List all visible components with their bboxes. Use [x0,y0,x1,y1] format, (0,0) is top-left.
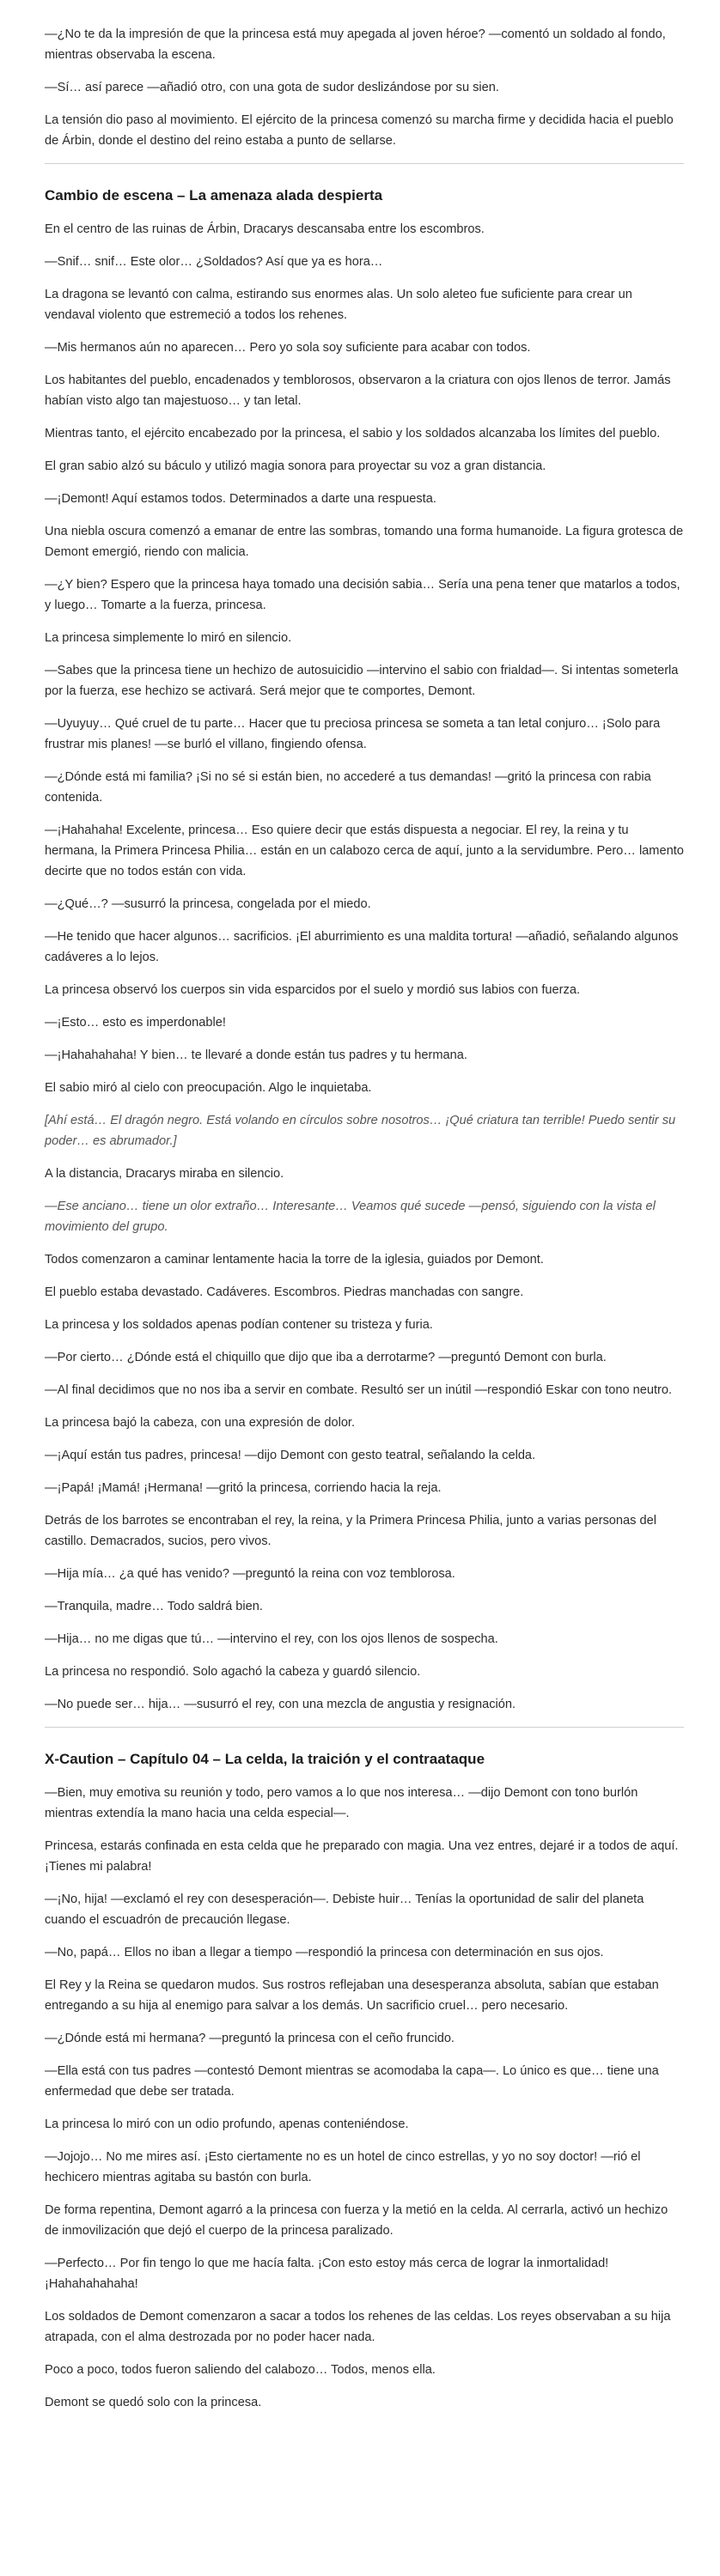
paragraph: La dragona se levantó con calma, estirando sus enormes alas. Un solo aleteo fue suficiente para crear un vendaval violento que estremeció a todos los rehenes. [45,288,632,322]
section-heading: Cambio de escena – La amenaza alada despierta [45,187,383,204]
paragraph: El Rey y la Reina se quedaron mudos. Sus rostros reflejaban una desesperanza absoluta, sabían que estaban entregando a su hija al enemigo para salvar a los demás. Un sacrificio cruel… pero necesario. [45,1978,659,2013]
paragraph: La princesa simplemente lo miró en silencio. [45,631,292,645]
section-heading: X-Caution – Capítulo 04 – La celda, la traición y el contraataque [45,1751,485,1767]
paragraph: —¿No te da la impresión de que la princesa está muy apegada al joven héroe? —comentó un soldado al fondo, mientras observaba la escena. [45,27,666,62]
paragraph: Princesa, estarás confinada en esta celda que he preparado con magia. Una vez entres, dejaré ir a todos de aquí. ¡Tienes mi palabra! [45,1839,679,1874]
paragraph: —¡Hahahahaha! Y bien… te llevaré a donde están tus padres y tu hermana. [45,1048,467,1062]
paragraph: —Snif… snif… Este olor… ¿Soldados? Así que ya es hora… [45,255,383,269]
paragraph: —¿Y bien? Espero que la princesa haya tomado una decisión sabia… Sería una pena tener que matarlos a todos, y luego… Tomarte a la fuerza, princesa. [45,578,680,612]
paragraph: —Sí… así parece —añadió otro, con una gota de sudor deslizándose por su sien. [45,81,499,94]
paragraph: El pueblo estaba devastado. Cadáveres. Escombros. Piedras manchadas con sangre. [45,1285,524,1299]
paragraph: —¿Dónde está mi familia? ¡Si no sé si están bien, no accederé a tus demandas! —gritó la princesa con rabia contenida. [45,770,651,805]
italic-paragraph: [Ahí está… El dragón negro. Está volando en círculos sobre nosotros… ¡Qué criatura tan terrible! Puedo sentir su poder… es abrumador.] [45,1114,676,1148]
paragraph: —Al final decidimos que no nos iba a servir en combate. Resultó ser un inútil —respondió Eskar con tono neutro. [45,1383,673,1397]
paragraph: La tensión dio paso al movimiento. El ejército de la princesa comenzó su marcha firme y decidida hacia el pueblo de Árbin, donde el destino del reino estaba a punto de sellarse. [45,113,674,148]
paragraph: —¡Papá! ¡Mamá! ¡Hermana! —gritó la princesa, corriendo hacia la reja. [45,1481,442,1495]
paragraph: El sabio miró al cielo con preocupación. Algo le inquietaba. [45,1081,372,1095]
paragraph: Los habitantes del pueblo, encadenados y temblorosos, observaron a la criatura con ojos llenos de terror. Jamás habían visto algo tan majestuoso… y tan letal. [45,374,671,408]
paragraph: —¡Hahahaha! Excelente, princesa… Eso quiere decir que estás dispuesta a negociar. El rey, la reina y tu hermana, la Primera Princesa Philia… están en un calabozo cerca de aquí, junto a la servidumbre. Pero… lamento decirte que no todos están con vida. [45,823,684,878]
paragraph: Los soldados de Demont comenzaron a sacar a todos los rehenes de las celdas. Los reyes observaban a su hija atrapada, con el alma destrozada por no poder hacer nada. [45,2310,671,2344]
paragraph: —Jojojo… No me mires así. ¡Esto ciertamente no es un hotel de cinco estrellas, y yo no soy doctor! —rió el hechicero mientras agitaba su bastón con burla. [45,2150,641,2184]
paragraph: La princesa observó los cuerpos sin vida esparcidos por el suelo y mordió sus labios con fuerza. [45,983,580,997]
paragraph: En el centro de las ruinas de Árbin, Dracarys descansaba entre los escombros. [45,222,485,236]
paragraph: —¿Qué…? —susurró la princesa, congelada por el miedo. [45,897,371,911]
paragraph: Detrás de los barrotes se encontraban el rey, la reina, y la Primera Princesa Philia, junto a varias personas del castillo. Demacrados, sucios, pero vivos. [45,1514,656,1548]
paragraph: La princesa bajó la cabeza, con una expresión de dolor. [45,1416,356,1430]
paragraph: —No puede ser… hija… —susurró el rey, con una mezcla de angustia y resignación. [45,1698,516,1711]
paragraph: A la distancia, Dracarys miraba en silencio. [45,1167,284,1181]
paragraph: —¿Dónde está mi hermana? —preguntó la princesa con el ceño fruncido. [45,2032,455,2045]
paragraph: —¡No, hija! —exclamó el rey con desesperación—. Debiste huir… Tenías la oportunidad de salir del planeta cuando el escuadrón de precaución llegase. [45,1893,644,1927]
paragraph: Mientras tanto, el ejército encabezado por la princesa, el sabio y los soldados alcanzaba los límites del pueblo. [45,427,661,440]
paragraph: —¡Esto… esto es imperdonable! [45,1016,226,1030]
paragraph: La princesa lo miró con un odio profundo, apenas conteniéndose. [45,2117,409,2131]
paragraph: —Tranquila, madre… Todo saldrá bien. [45,1600,263,1613]
paragraph: —No, papá… Ellos no iban a llegar a tiempo —respondió la princesa con determinación en sus ojos. [45,1946,604,1959]
paragraph: La princesa no respondió. Solo agachó la cabeza y guardó silencio. [45,1665,421,1679]
paragraph: —Hija… no me digas que tú… —intervino el rey, con los ojos llenos de sospecha. [45,1632,498,1646]
paragraph: —¡Demont! Aquí estamos todos. Determinados a darte una respuesta. [45,492,436,506]
paragraph: —Ella está con tus padres —contestó Demont mientras se acomodaba la capa—. Lo único es que… tiene una enfermedad que debe ser tratada. [45,2064,659,2099]
paragraph: La princesa y los soldados apenas podían contener su tristeza y furia. [45,1318,433,1332]
paragraph: Todos comenzaron a caminar lentamente hacia la torre de la iglesia, guiados por Demont. [45,1253,544,1267]
paragraph: —Bien, muy emotiva su reunión y todo, pero vamos a lo que nos interesa… —dijo Demont con tono burlón mientras extendía la mano hacia una celda especial—. [45,1786,638,1820]
paragraph: Demont se quedó solo con la princesa. [45,2396,262,2409]
paragraph: El gran sabio alzó su báculo y utilizó magia sonora para proyectar su voz a gran distancia. [45,459,546,473]
paragraph: —Mis hermanos aún no aparecen… Pero yo sola soy suficiente para acabar con todos. [45,341,531,355]
paragraph: —Por cierto… ¿Dónde está el chiquillo que dijo que iba a derrotarme? —preguntó Demont con burla. [45,1351,607,1364]
paragraph: De forma repentina, Demont agarró a la princesa con fuerza y la metió en la celda. Al cerrarla, activó un hechizo de inmovilización que dejó el cuerpo de la princesa paralizado. [45,2203,668,2238]
paragraph: —Perfecto… Por fin tengo lo que me hacía falta. ¡Con esto estoy más cerca de lograr la inmortalidad! ¡Hahahahahaha! [45,2257,609,2291]
section-divider [45,1727,684,1728]
paragraph: —Uyuyuy… Qué cruel de tu parte… Hacer que tu preciosa princesa se someta a tan letal conjuro… ¡Solo para frustrar mis planes! —se burló el villano, fingiendo ofensa. [45,717,661,751]
paragraph: —¡Aquí están tus padres, princesa! —dijo Demont con gesto teatral, señalando la celda. [45,1449,536,1462]
paragraph: —Hija mía… ¿a qué has venido? —preguntó la reina con voz temblorosa. [45,1567,455,1581]
paragraph: Poco a poco, todos fueron saliendo del calabozo… Todos, menos ella. [45,2363,436,2377]
paragraph: —Sabes que la princesa tiene un hechizo de autosuicidio —intervino el sabio con frialdad—. Si intentas someterla por la fuerza, ese hechizo se activará. Será mejor que te comportes, Demont. [45,664,679,698]
paragraph: Una niebla oscura comenzó a emanar de entre las sombras, tomando una forma humanoide. La figura grotesca de Demont emergió, riendo con malicia. [45,525,684,559]
italic-paragraph: —Ese anciano… tiene un olor extraño… Interesante… Veamos qué sucede —pensó, siguiendo con la vista el movimiento del grupo. [45,1200,656,1234]
section-divider [45,163,684,164]
paragraph: —He tenido que hacer algunos… sacrificios. ¡El aburrimiento es una maldita tortura! —añadió, señalando algunos cadáveres a lo lejos. [45,930,679,964]
